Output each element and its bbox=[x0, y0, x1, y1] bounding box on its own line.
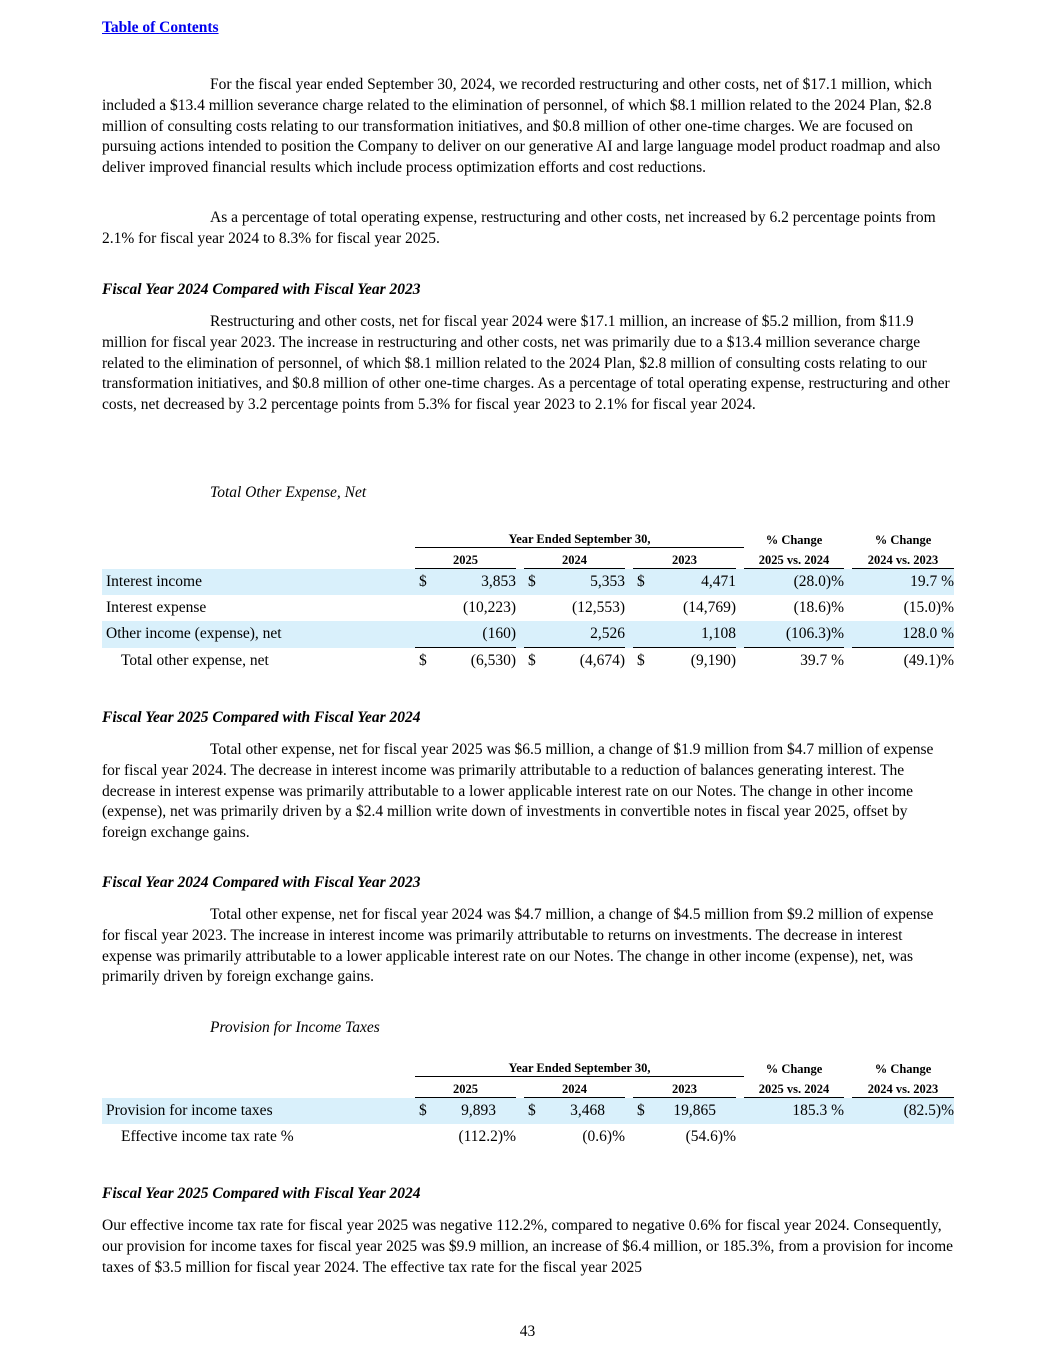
value-2024: 5,353 bbox=[538, 569, 625, 596]
value-2024: (4,674) bbox=[579, 652, 625, 669]
currency-symbol bbox=[633, 621, 647, 648]
paragraph-text: Total other expense, net for fiscal year 2024 was $4.7 million, a change of $4.5 million from $9.2 million of expense for fiscal year 2023. The increase in interest income was primarily attributable to returns on investments. The decrease in interest expense was primarily attributable to a lower applicable interest rate on our Notes. The change in other income (expense), net, was primarily driven by foreign exchange gains. bbox=[102, 906, 934, 986]
change-2024-2023: (15.0)% bbox=[903, 599, 954, 616]
header-2024: 2024 bbox=[524, 548, 625, 569]
page-number: 43 bbox=[519, 1323, 536, 1340]
table-row bbox=[102, 648, 954, 675]
currency-symbol bbox=[415, 621, 429, 648]
paragraph-text: Our effective income tax rate for fiscal year 2025 was negative 112.2%, compared to negative 0.6% for fiscal year 2024. Consequently, our provision for income taxes for fiscal year 2025 was $9.9 million, an increase of $6.4 million, or 185.3%, from a provision for income taxes of $3.5 million for fiscal year 2024. The effective tax rate for the fiscal year 2025 bbox=[102, 1217, 954, 1276]
currency-symbol: $ bbox=[633, 569, 647, 596]
table-row bbox=[102, 1124, 954, 1150]
header-change-2024-2023: 2024 vs. 2023 bbox=[852, 1077, 954, 1098]
value-2025: (6,530) bbox=[470, 652, 516, 669]
value-2024: (12,553) bbox=[572, 599, 625, 616]
currency-symbol bbox=[524, 621, 538, 648]
value-2025: (160) bbox=[429, 621, 516, 648]
paragraph-other-expense-2025 bbox=[102, 740, 954, 844]
currency-symbol: $ bbox=[524, 569, 538, 596]
row-label: Total other expense, net bbox=[121, 651, 269, 669]
paragraph-text: For the fiscal year ended September 30, 2024, we recorded restructuring and other costs, net of $17.1 million, which included a $13.4 million severance charge related to the elimination of personnel, of which $8.1 million related to the 2024 Plan, $2.8 million of consulting costs relating to our transformation initiatives, and $0.8 million of other one-time charges. We are focused on pursuing actions intended to position the Company to deliver on our generative AI and large language model product roadmap and also deliver improved financial results which include process optimization efforts and cost reductions. bbox=[102, 76, 941, 177]
section-heading: Fiscal Year 2025 Compared with Fiscal Year 2024 bbox=[102, 1185, 421, 1202]
value-2023: 19,865 bbox=[647, 1098, 736, 1125]
change-2025-2024: (18.6)% bbox=[793, 599, 844, 616]
currency-symbol: $ bbox=[637, 652, 645, 669]
section-heading: Fiscal Year 2025 Compared with Fiscal Year 2024 bbox=[102, 709, 421, 726]
currency-symbol bbox=[633, 595, 647, 621]
header-pct-change: % Change bbox=[765, 1061, 823, 1076]
change-2025-2024: (106.3)% bbox=[744, 621, 844, 648]
change-2024-2023: (49.1)% bbox=[903, 652, 954, 669]
row-label: Interest expense bbox=[106, 599, 207, 616]
value-2025: 9,893 bbox=[429, 1098, 516, 1125]
currency-symbol: $ bbox=[415, 1098, 429, 1125]
paragraph-restructuring-compare bbox=[102, 312, 954, 416]
value-2024: 2,526 bbox=[538, 621, 625, 648]
currency-symbol: $ bbox=[528, 652, 536, 669]
value-2024: (0.6)% bbox=[582, 1128, 625, 1145]
header-pct-change: % Change bbox=[874, 1061, 932, 1076]
change-2025-2024: 39.7 % bbox=[800, 652, 844, 669]
header-year-ended: Year Ended September 30, bbox=[415, 1056, 744, 1077]
change-2024-2023: (82.5)% bbox=[852, 1098, 954, 1125]
header-2024: 2024 bbox=[524, 1077, 625, 1098]
total-other-expense-table bbox=[102, 527, 954, 674]
table-row bbox=[102, 1098, 954, 1125]
change-2025-2024: 185.3 % bbox=[744, 1098, 844, 1125]
income-taxes-table bbox=[102, 1056, 954, 1150]
header-pct-change: % Change bbox=[765, 532, 823, 547]
header-2025: 2025 bbox=[415, 1077, 516, 1098]
value-2023: (54.6)% bbox=[685, 1128, 736, 1145]
currency-symbol: $ bbox=[524, 1098, 538, 1125]
currency-symbol bbox=[415, 1124, 429, 1150]
paragraph-other-expense-2024 bbox=[102, 905, 954, 988]
paragraph-text: Total other expense, net for fiscal year 2025 was $6.5 million, a change of $1.9 million from $4.7 million of expense for fiscal year 2024. The decrease in interest income was primarily attributable to a reduction of balances generating interest. The decrease in interest expense was primarily attributable to a lower applicable interest rate on our Notes. The change in other income (expense), net was primarily driven by a $2.4 million write down of investments in convertible notes in fiscal year 2025, offset by foreign exchange gains. bbox=[102, 741, 934, 842]
table-row bbox=[102, 621, 954, 648]
section-heading: Fiscal Year 2024 Compared with Fiscal Year 2023 bbox=[102, 281, 421, 298]
paragraph-income-taxes bbox=[102, 1216, 954, 1278]
header-change-2024-2023: 2024 vs. 2023 bbox=[852, 548, 954, 569]
currency-symbol: $ bbox=[633, 1098, 647, 1125]
section-heading: Fiscal Year 2024 Compared with Fiscal Year 2023 bbox=[102, 874, 421, 891]
table-of-contents-link[interactable]: Table of Contents bbox=[102, 19, 219, 36]
paragraph-percentage bbox=[102, 208, 954, 250]
subsection-title: Total Other Expense, Net bbox=[210, 484, 367, 501]
currency-symbol bbox=[524, 595, 538, 621]
row-label: Other income (expense), net bbox=[102, 621, 415, 648]
value-2023: 1,108 bbox=[647, 621, 736, 648]
subsection-title: Provision for Income Taxes bbox=[210, 1019, 380, 1036]
currency-symbol bbox=[415, 595, 429, 621]
header-2023: 2023 bbox=[633, 548, 736, 569]
currency-symbol bbox=[633, 1124, 647, 1150]
table-row bbox=[102, 595, 954, 621]
change-2025-2024 bbox=[744, 1124, 844, 1150]
row-label: Provision for income taxes bbox=[102, 1098, 415, 1125]
table-row bbox=[102, 569, 954, 596]
value-2023: 4,471 bbox=[647, 569, 736, 596]
header-year-ended: Year Ended September 30, bbox=[415, 527, 744, 548]
value-2023: (14,769) bbox=[683, 599, 736, 616]
value-2025: (112.2)% bbox=[458, 1128, 516, 1145]
currency-symbol: $ bbox=[415, 569, 429, 596]
header-change-2025-2024: 2025 vs. 2024 bbox=[744, 1077, 844, 1098]
change-2025-2024: (28.0)% bbox=[744, 569, 844, 596]
header-2023: 2023 bbox=[633, 1077, 736, 1098]
change-2024-2023: 128.0 % bbox=[852, 621, 954, 648]
row-label: Effective income tax rate % bbox=[121, 1128, 294, 1145]
value-2023: (9,190) bbox=[690, 652, 736, 669]
row-label: Interest income bbox=[102, 569, 415, 596]
paragraph-restructuring-2024 bbox=[102, 75, 954, 179]
header-change-2025-2024: 2025 vs. 2024 bbox=[744, 548, 844, 569]
header-2025: 2025 bbox=[415, 548, 516, 569]
value-2024: 3,468 bbox=[538, 1098, 625, 1125]
change-2024-2023 bbox=[852, 1124, 954, 1150]
value-2025: 3,853 bbox=[429, 569, 516, 596]
currency-symbol bbox=[524, 1124, 538, 1150]
header-pct-change: % Change bbox=[874, 532, 932, 547]
currency-symbol: $ bbox=[419, 652, 427, 669]
change-2024-2023: 19.7 % bbox=[852, 569, 954, 596]
value-2025: (10,223) bbox=[463, 599, 516, 616]
paragraph-text: As a percentage of total operating expense, restructuring and other costs, net increased by 6.2 percentage points from 2.1% for fiscal year 2024 to 8.3% for fiscal year 2025. bbox=[102, 209, 936, 247]
paragraph-text: Restructuring and other costs, net for fiscal year 2024 were $17.1 million, an increase of $5.2 million, from $11.9 million for fiscal year 2023. The increase in restructuring and other costs, net was primarily due to a $13.4 million severance charge related to the elimination of personnel, of which $8.1 million related to the 2024 Plan, $2.8 million of consulting costs relating to our transformation initiatives, and $0.8 million of other one-time charges. As a percentage of total operating expense, restructuring and other costs, net decreased by 3.2 percentage points from 5.3% for fiscal year 2023 to 2.1% for fiscal year 2024. bbox=[102, 313, 950, 414]
